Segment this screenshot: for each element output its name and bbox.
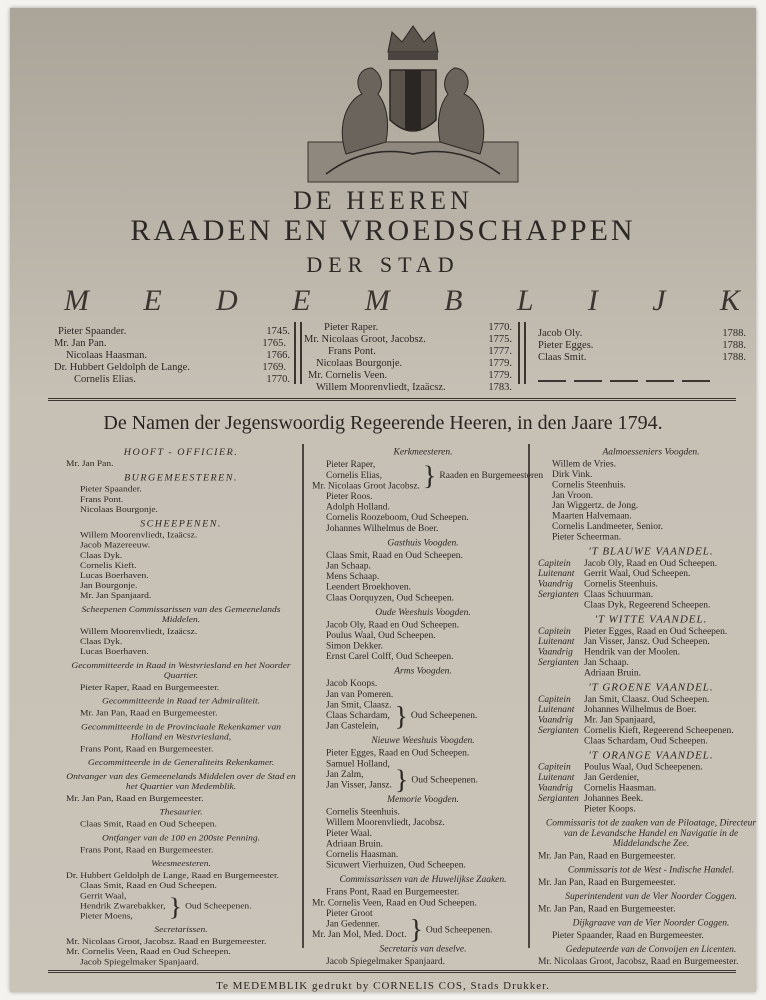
official-name: Claas Dyk. [80, 551, 123, 561]
printer-imprint: Te MEDEMBLIK gedrukt by CORNELIS COS, Stads Drukker. [216, 980, 550, 992]
section-title: Gecommitteerde in Raad ter Admiraliteit. [101, 697, 261, 707]
official-name: Ernst Carel Colff, Oud Scheepen. [326, 652, 454, 663]
official-name: Leendert Broekhoven. [326, 582, 411, 593]
officer-name: Jacob Oly, Raad en Oud Scheepen. [584, 559, 718, 569]
officer-row [538, 590, 764, 600]
brace-icon: } [422, 460, 437, 491]
officer-rank: Luitenant [538, 569, 575, 580]
officer-name: Cornelis Steenhuis. [584, 579, 658, 590]
council-year: 1775. [488, 334, 512, 345]
official-name: Willem Moorenvliedt, Izaäcsz. [80, 531, 198, 541]
officer-name: Claas Dyk, Regeerend Scheepen. [584, 600, 711, 611]
section-title: Thesaurier. [159, 808, 203, 818]
official-name: Cornelis Elias, [326, 471, 382, 481]
official-name: Mens Schaap. [326, 572, 380, 582]
officer-rank: Vaandrig [538, 647, 573, 658]
official-name: Pieter Moens, [80, 912, 133, 922]
official-name: Frans Pont, Raad en Burgemeester. [326, 887, 460, 898]
officer-row [538, 737, 764, 747]
official-name: Cornelis Kieft. [80, 561, 137, 571]
section-title: Aalmoesseniers Voogden. [602, 447, 700, 458]
council-year: 1788. [722, 340, 746, 351]
section-title: Commissaris tot de zaaken van de Piloatage, Directeur van de Levandsche Handel en Navigatie in de Middelandsche Zee. [545, 818, 757, 850]
council-year: 1779. [488, 358, 512, 369]
official-name: Lucas Boerhaven. [80, 571, 149, 581]
group-label: Raaden en Burgemeesteren [439, 471, 544, 481]
official-name: Pieter Roos. [326, 492, 373, 502]
officer-rank: Capitein [538, 763, 571, 773]
council-name: Jacob Oly. [538, 328, 583, 339]
council-year: 1788. [722, 328, 746, 339]
left-column [66, 444, 296, 968]
blank-line [682, 370, 710, 382]
officer-rank: Vaandrig [538, 579, 573, 590]
officer-rank [538, 805, 584, 815]
official-name: Jan Smit, Claasz. [326, 700, 392, 711]
officer-name: Jan Visser, Jansz. Oud Scheepen. [584, 637, 710, 647]
officer-row [538, 638, 764, 648]
officer-rank: Sergianten [538, 726, 579, 736]
officer-rank: Luitenant [538, 773, 575, 783]
council-year: 1788. [722, 352, 746, 363]
council-column-2 [304, 322, 512, 394]
section-title: SCHEEPENEN. [140, 519, 222, 530]
name-group [66, 892, 296, 922]
city-name [64, 284, 740, 322]
officer-rank [538, 669, 584, 679]
official-name: Willem de Vries. [552, 460, 617, 470]
officer-name: Johannes Beek. [584, 794, 644, 804]
official-name: Claas Smit, Raad en Oud Scheepen. [80, 820, 217, 830]
official-name: Cornelis Steenhuis. [552, 480, 626, 491]
section-title: Weesmeesteren. [151, 859, 211, 869]
section-title: Nieuwe Weeshuis Voogden. [371, 736, 475, 747]
officer-row [538, 706, 764, 716]
official-name: Jacob Koops. [326, 679, 378, 690]
official-name: Jan van Pomeren. [326, 690, 394, 700]
official-name: Jan Castelein, [326, 721, 379, 732]
officer-name: Pieter Egges, Raad en Oud Scheepen. [584, 627, 728, 637]
council-name: Mr. Jan Pan. [54, 338, 107, 349]
section-title: Superintendent van de Vier Noorder Coggen. [565, 892, 737, 902]
officer-rank: Luitenant [538, 705, 575, 715]
council-name: Mr. Nicolaas Groot, Jacobsz. [304, 334, 426, 345]
officer-row [538, 695, 764, 705]
officer-row [538, 716, 764, 726]
double-rule [48, 970, 736, 973]
section-title: Commissaris tot de West - Indische Handel. [567, 866, 735, 876]
column-divider [294, 322, 302, 384]
column-divider [518, 322, 526, 384]
heading-line-3: DER STAD [306, 252, 460, 277]
official-name: Jan Vroon. [552, 491, 593, 501]
council-year: 1769. [262, 362, 286, 373]
official-name: Pieter Spaander. [80, 485, 142, 495]
officer-row [538, 580, 764, 590]
officer-rank: Vaandrig [538, 715, 573, 726]
officer-name: Cornelis Kieft, Regeerend Scheepenen. [584, 726, 734, 736]
council-year: 1770. [488, 322, 512, 333]
official-name: Mr. Jan Spanjaard. [80, 591, 152, 601]
section-title: Ontfanger van de 100 en 200ste Penning. [101, 834, 261, 844]
section-title: Oude Weeshuis Voogden. [375, 608, 471, 618]
council-name: Pieter Raper. [324, 322, 379, 333]
officer-name: Mr. Jan Spanjaard, [584, 715, 656, 726]
officer-rank: Sergianten [538, 658, 579, 668]
council-name: Dr. Hubbert Geldolph de Lange. [54, 362, 190, 373]
official-name: Sicuwert Vierhuizen, Oud Scheepen. [326, 860, 466, 871]
official-name: Pieter Spaander, Raad en Burgemeester. [552, 931, 704, 941]
officer-row [538, 794, 764, 804]
officer-rank: Capitein [538, 559, 571, 569]
official-name: Pieter Scheerman. [552, 532, 622, 543]
officer-row [538, 627, 764, 637]
coat-of-arms-icon [306, 24, 520, 184]
official-name: Mr. Jan Mol, Med. Doct. [312, 930, 407, 941]
official-name: Frans Pont. [80, 495, 124, 505]
officer-name: Adriaan Bruin. [584, 668, 641, 679]
official-name: Cornelis Haasman. [326, 850, 399, 860]
officer-row [538, 648, 764, 658]
group-label: Oud Scheepenen. [425, 925, 493, 935]
council-name: Frans Pont. [328, 346, 376, 357]
council-name: Nicolaas Haasman. [66, 350, 148, 361]
section-title: 'T BLAUWE VAANDEL. [588, 545, 714, 558]
official-name: Mr. Nicolaas Groot, Jacobsz, Raad en Burgemeester. [538, 957, 739, 968]
official-name: Lucas Boerhaven. [80, 647, 149, 657]
section-title: Gecommitteerde in de Generaliteits Rekenkamer. [87, 758, 275, 768]
official-name: Adriaan Bruin. [326, 839, 383, 850]
column-divider [302, 444, 304, 948]
main-title: De Namen der Jegenswoordig Regeerende Heeren, in den Jaare 1794. [103, 412, 663, 434]
officer-name: Claas Schuurman. [584, 590, 654, 600]
council-name: Willem Moorenvliedt, Izaäcsz. [316, 382, 446, 393]
official-name: Claas Dyk. [80, 637, 123, 647]
brace-icon: } [394, 765, 409, 796]
officer-rank: Luitenant [538, 637, 575, 647]
official-name: Jacob Spiegelmaker Spanjaard. [326, 957, 445, 968]
official-name: Mr. Jan Pan, Raad en Burgemeester. [80, 709, 218, 719]
double-rule [48, 398, 736, 401]
officer-row [538, 559, 764, 569]
official-name: Jan Gedenner. [326, 919, 380, 930]
official-name: Cornelis Steenhuis. [326, 807, 400, 818]
section-title: Secretarissen. [154, 925, 208, 935]
city-letter: K [719, 284, 740, 317]
section-title: Ontvanger van des Gemeenelands Middelen over de Stad en het Quartier van Medemblik. [66, 772, 296, 792]
official-name: Dr. Hubbert Geldolph de Lange, Raad en Burgemeester. [66, 871, 279, 881]
officer-rank: Vaandrig [538, 783, 573, 794]
official-name: Mr. Cornelis Veen, Raad en Oud Scheepen. [66, 947, 231, 957]
official-name: Pieter Waal. [326, 829, 373, 839]
officer-name: Claas Schardam, Oud Scheepen. [584, 736, 708, 747]
official-name: Poulus Waal, Oud Scheepen. [326, 631, 436, 641]
officer-rank: Capitein [538, 695, 571, 705]
section-title: Scheepenen Commissarissen van des Gemeenelands Middelen. [81, 605, 281, 625]
name-group [312, 701, 534, 733]
group-label: Oud Scheepenen. [185, 901, 252, 912]
city-letter: E [143, 284, 162, 317]
name-group [312, 765, 534, 796]
council-name: Cornelis Elias. [74, 374, 136, 385]
blank-line [574, 370, 602, 382]
officer-name: Cornelis Haasman. [584, 783, 657, 794]
officer-row [538, 601, 764, 611]
official-name: Cornelis Roozeboom, Oud Scheepen. [326, 513, 469, 524]
middle-column [312, 444, 544, 968]
section-title: Gecommitteerde in de Provinciaale Rekenkamer van Holland en Westvriesland, [80, 722, 282, 743]
official-name: Claas Smit, Raad en Oud Scheepen. [326, 551, 463, 561]
officer-name: Jan Gerdenier, [584, 773, 640, 783]
official-name: Johannes Wilhelmus de Boer. [326, 524, 439, 534]
broadsheet [10, 8, 756, 992]
official-name: Jan Zalm, [326, 770, 364, 780]
group-label: Oud Scheepenen. [410, 711, 478, 721]
brace-icon: } [168, 892, 183, 921]
council-year: 1779. [488, 370, 512, 381]
group-label: Oud Scheepenen. [411, 775, 478, 786]
council-year: 1745. [266, 326, 290, 337]
council-year: 1770. [266, 374, 290, 385]
official-name: Claas Schardam, [326, 711, 390, 721]
officer-name: Pieter Koops. [584, 804, 636, 815]
official-name: Pieter Egges, Raad en Oud Scheepen. [326, 748, 470, 759]
council-name: Pieter Spaander. [58, 326, 127, 337]
section-title: Memorie Voogden. [387, 795, 459, 805]
officer-rank: Sergianten [538, 794, 579, 804]
officer-rank [538, 737, 584, 747]
city-letter: D [216, 284, 238, 317]
official-name: Jan Bourgonje. [80, 581, 138, 591]
blank-line [646, 370, 674, 382]
section-title: 'T ORANGE VAANDEL. [588, 749, 714, 762]
officer-row [538, 784, 764, 794]
official-name: Jacob Oly, Raad en Oud Scheepen. [326, 620, 460, 631]
name-group [312, 460, 544, 492]
officer-row [538, 726, 764, 736]
official-name: Gerrit Waal, [80, 891, 127, 902]
officer-row [538, 570, 764, 580]
officer-row [538, 669, 764, 679]
council-name: Mr. Cornelis Veen. [308, 370, 388, 381]
official-name: Jan Visser, Jansz. [326, 780, 392, 791]
blank-line [610, 370, 638, 382]
city-letter: I [587, 284, 598, 317]
city-letter: M [364, 284, 390, 317]
officer-name: Hendrik van der Moolen. [584, 647, 681, 658]
heading-line-1: DE HEEREN [293, 186, 473, 215]
council-year: 1777. [488, 346, 512, 357]
section-title: Gasthuis Voogden. [387, 538, 459, 549]
official-name: Mr. Nicolaas Groot Jacobsz. [312, 481, 420, 492]
council-column-1 [54, 326, 290, 386]
official-name: Claas Oorquyzen, Oud Scheepen. [326, 593, 454, 604]
council-column-3 [538, 328, 748, 382]
blank-line [538, 370, 566, 382]
official-name: Mr. Cornelis Veen, Raad en Oud Scheepen. [312, 898, 477, 909]
city-letter: J [652, 284, 666, 317]
council-name: Pieter Egges. [538, 340, 594, 351]
city-letter: B [444, 284, 463, 317]
official-name: Samuel Holland, [326, 759, 390, 770]
official-name: Pieter Groot [326, 909, 373, 919]
section-title: 'T WITTE VAANDEL. [594, 613, 708, 626]
section-title: Gedeputeerde van de Convoijen en Licenten. [565, 945, 737, 955]
official-name: Mr. Jan Pan, Raad en Burgemeester. [538, 878, 676, 888]
brace-icon: } [409, 914, 423, 945]
officer-rank [538, 601, 584, 611]
official-name: Jan Schaap. [326, 561, 371, 572]
officer-name: Poulus Waal, Oud Scheepenen. [584, 763, 703, 773]
official-name: Jacob Spiegelmaker Spanjaard. [80, 957, 199, 968]
official-name: Claas Smit, Raad en Oud Scheepen. [80, 881, 217, 891]
council-year: 1765. [262, 338, 286, 349]
section-title: Commissarissen van de Huwelijkse Zaaken. [339, 875, 507, 886]
council-year: 1766. [266, 350, 290, 361]
official-name: Nicolaas Bourgonje. [80, 505, 158, 515]
council-year: 1783. [488, 382, 512, 393]
official-name: Mr. Jan Pan. [66, 459, 114, 469]
officer-name: Jan Schaap. [584, 658, 629, 668]
official-name: Jan Wiggertz. de Jong. [552, 501, 639, 512]
section-title: Kerkmeesteren. [393, 447, 453, 458]
section-title: Arms Voogden. [394, 666, 452, 677]
officer-row [538, 763, 764, 773]
officer-name: Johannes Wilhelmus de Boer. [584, 705, 697, 715]
city-letter: M [64, 284, 89, 317]
official-name: Pieter Raper, Raad en Burgemeester. [80, 683, 220, 693]
brace-icon: } [394, 701, 408, 732]
officer-name: Jan Smit, Claasz. Oud Scheepen. [584, 695, 710, 705]
official-name: Mr. Jan Pan, Raad en Burgemeester. [66, 794, 204, 804]
official-name: Pieter Raper, [326, 460, 376, 471]
official-name: Maarten Halvemaan. [552, 511, 632, 522]
official-name: Willem Moorenvliedt, Izaäcsz. [80, 627, 198, 637]
officer-rank: Capitein [538, 627, 571, 637]
council-name: Nicolaas Bourgonje. [316, 358, 403, 369]
officer-row [538, 774, 764, 784]
official-name: Frans Pont, Raad en Burgemeester. [80, 845, 214, 856]
official-name: Adolph Holland. [326, 502, 390, 513]
section-title: Dijkgraave van de Vier Noorder Coggen. [572, 918, 730, 929]
heading-line-2: RAADEN EN VROEDSCHAPPEN [130, 214, 636, 247]
official-name: Jacob Mazereeuw. [80, 541, 151, 551]
city-letter: L [516, 284, 534, 317]
section-title: Secretaris van deselve. [379, 944, 467, 955]
official-name: Willem Moorenvliedt, Jacobsz. [326, 818, 445, 829]
official-name: Frans Pont, Raad en Burgemeester. [80, 745, 214, 755]
official-name: Simon Dekker. [326, 641, 383, 652]
official-name: Mr. Jan Pan, Raad en Burgemeester. [538, 904, 676, 915]
officer-name: Gerrit Waal, Oud Scheepen. [584, 569, 691, 580]
official-name: Dirk Vink. [552, 470, 593, 480]
section-title: HOOFT - OFFICIER. [123, 447, 239, 458]
officer-row [538, 658, 764, 668]
section-title: Gecommitteerde in Raad in Westvriesland en het Noorder Quartier. [71, 661, 291, 681]
official-name: Cornelis Landmeeter, Senior. [552, 522, 663, 532]
official-name: Mr. Jan Pan, Raad en Burgemeester. [538, 851, 676, 862]
official-name: Mr. Nicolaas Groot, Jacobsz. Raad en Burgemeester. [66, 937, 267, 947]
right-column [538, 444, 764, 968]
official-name: Hendrik Zwarebakker, [80, 901, 166, 912]
council-name: Claas Smit. [538, 352, 587, 363]
city-letter: E [292, 284, 311, 317]
officer-rank: Sergianten [538, 590, 579, 600]
officer-row [538, 805, 764, 815]
section-title: BURGEMEESTEREN. [124, 473, 238, 484]
section-title: 'T GROENE VAANDEL. [588, 681, 714, 694]
